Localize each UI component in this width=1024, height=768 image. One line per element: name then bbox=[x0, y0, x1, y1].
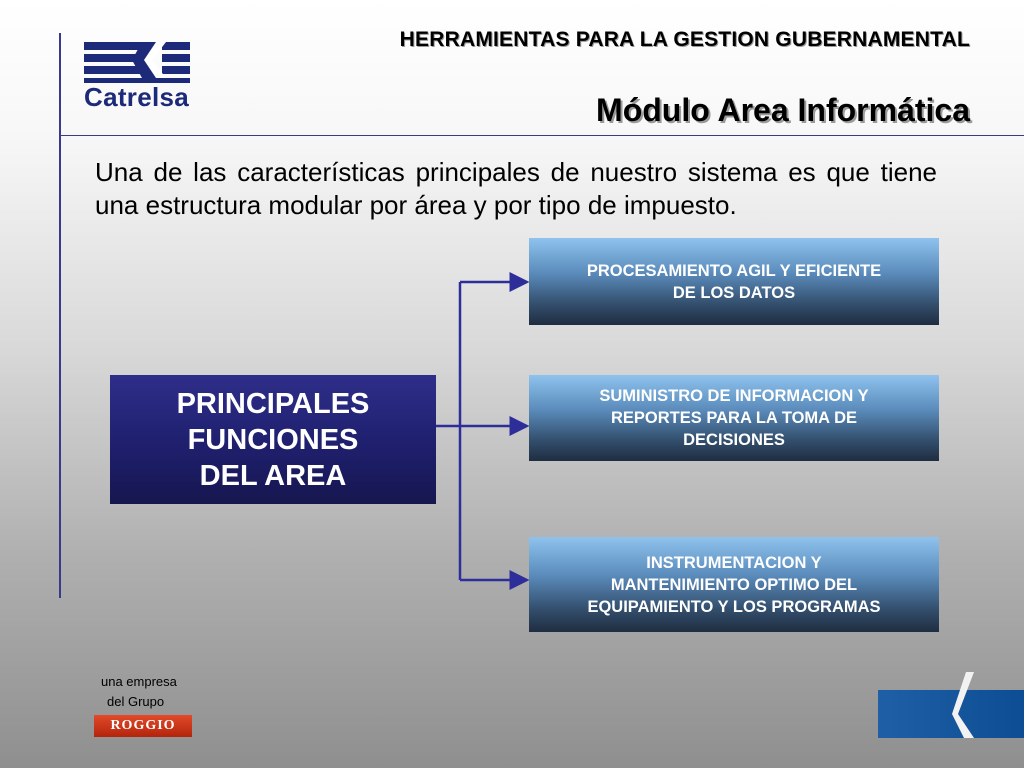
main-node: PRINCIPALES FUNCIONES DEL AREA bbox=[110, 375, 436, 504]
roggio-logo: ROGGIO bbox=[94, 715, 192, 737]
header-title: HERRAMIENTAS PARA LA GESTION GUBERNAMENTAL bbox=[399, 28, 970, 51]
page-title: Módulo Area Informática bbox=[596, 92, 970, 128]
footer-line-1: una empresa bbox=[101, 674, 177, 689]
function-node-2: SUMINISTRO DE INFORMACION Y REPORTES PARA LA TOMA DE DECISIONES bbox=[529, 375, 939, 461]
footer-line-2: del Grupo bbox=[107, 694, 165, 709]
logo-name: Catrelsa bbox=[84, 82, 190, 112]
corner-decoration-icon bbox=[878, 672, 1024, 738]
intro-paragraph: Una de las características principales de nuestro sistema es que tiene una estructura modular por área y por tipo de impuesto. bbox=[95, 157, 937, 220]
function-node-1: PROCESAMIENTO AGIL Y EFICIENTE DE LOS DATOS bbox=[529, 238, 939, 325]
function-node-3: INSTRUMENTACION Y MANTENIMIENTO OPTIMO DEL EQUIPAMIENTO Y LOS PROGRAMAS bbox=[529, 537, 939, 632]
